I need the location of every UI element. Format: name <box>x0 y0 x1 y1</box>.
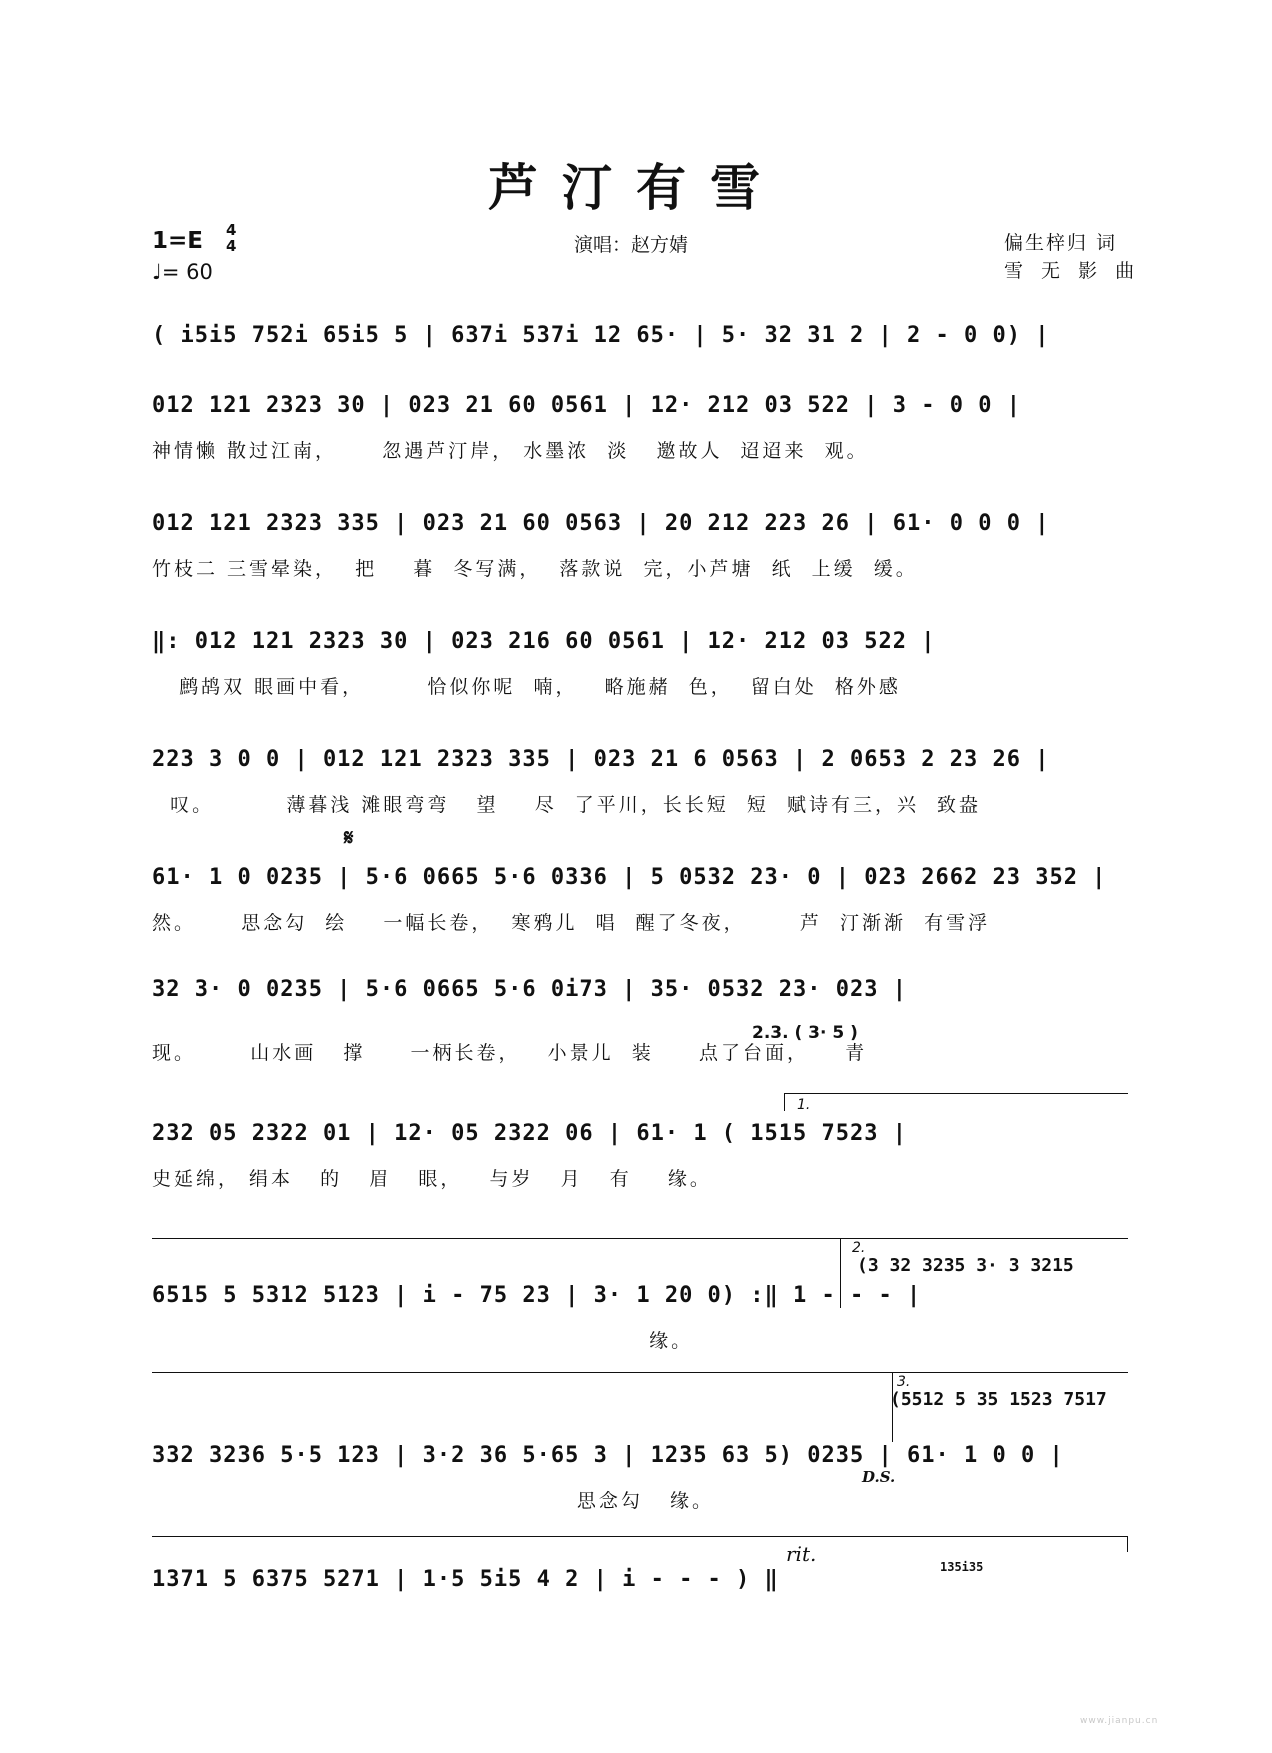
segno-sign: 𝄋 <box>344 826 354 851</box>
volta-1-bracket-edge <box>784 1093 785 1111</box>
volta-3-bracket <box>892 1372 1128 1373</box>
notation-line: 32 3· 0 0235 | 5·6 0665 5·6 0i73 | 35· 0532 23· 023 | <box>152 977 907 1002</box>
lyric-line: 史延绵， 绢本 的 眉 眼， 与岁 月 有 缘。 <box>152 1168 712 1190</box>
lyric-line: 神情懒 散过江南， 忽遇芦汀岸， 水墨浓 淡 邀故人 迢迢来 观。 <box>152 440 869 462</box>
lyric-line: 然。 思念勾 绘 一幅长卷， 寒鸦儿 唱 醒了冬夜， 芦 汀渐渐 有雪浮 <box>152 912 991 934</box>
staff-separator <box>152 1238 840 1239</box>
lyric-line: 鹧鸪双 眼画中看， 恰似你呢 喃， 略施赭 色， 留白处 格外感 <box>152 676 901 698</box>
composer-credit: 雪 无 影 曲 <box>1004 260 1141 282</box>
time-numerator: 4 <box>226 221 237 239</box>
notation-line: 332 3236 5·5 123 | 3·2 36 5·65 3 | 1235 63 5) 0235 | 61· 1 0 0 | <box>152 1443 1064 1468</box>
page-title: 芦汀有雪 <box>488 158 784 217</box>
volta-1-label: 1. <box>797 1097 811 1113</box>
lyricist-credit: 偏生梓归 词 <box>1004 232 1118 254</box>
rit-marking: rit. <box>786 1542 817 1566</box>
volta-1-bracket <box>784 1093 1128 1094</box>
volta-3-label: 3. <box>897 1374 911 1390</box>
notation-line: ( i5i5 752i 65i5 5 | 637i 537i 12 65· | 5· 32 31 2 | 2 - 0 0) | <box>152 323 1050 348</box>
key-signature: 1=E <box>152 228 203 254</box>
lyric-line: 缘。 <box>152 1330 694 1352</box>
notation-line: 61· 1 0 0235 | 5·6 0665 5·6 0336 | 5 0532 23· 0 | 023 2662 23 352 | <box>152 865 1107 890</box>
staff-separator <box>152 1536 1128 1537</box>
watermark: www.jianpu.cn <box>1080 1716 1159 1726</box>
staff-separator-edge <box>1127 1536 1128 1552</box>
ds-marking: D.S. <box>862 1468 896 1486</box>
notation-line: 6515 5 5312 5123 | i - 75 23 | 3· 1 20 0) :‖ 1 - - - | <box>152 1283 922 1308</box>
volta-2-bracket <box>840 1238 1128 1239</box>
notation-line: 223 3 0 0 | 012 121 2323 335 | 023 21 6 0563 | 2 0653 2 23 26 | <box>152 747 1050 772</box>
grace-notes: 135i35 <box>940 1560 984 1574</box>
notation-line: 012 121 2323 30 | 023 21 60 0561 | 12· 212 03 522 | 3 - 0 0 | <box>152 393 1021 418</box>
lyric-line: 思念勾 缘。 <box>152 1490 714 1512</box>
notation-line: 012 121 2323 335 | 023 21 60 0563 | 20 212 223 26 | 61· 0 0 0 | <box>152 511 1050 536</box>
notation-line: 232 05 2322 01 | 12· 05 2322 06 | 61· 1 ( 1515 7523 | <box>152 1121 907 1146</box>
volta-3-alt-phrase: (5512 5 35 1523 7517 <box>890 1389 1107 1410</box>
volta-2-label: 2. <box>852 1240 866 1256</box>
time-signature <box>226 222 236 254</box>
staff-separator <box>152 1372 892 1373</box>
lyric-line: 现。 山水画 撑 一柄长卷， 小景儿 装 点了台面， 青 <box>152 1042 868 1064</box>
time-denominator: 4 <box>226 237 237 255</box>
lyric-line: 叹。 薄暮浅 滩眼弯弯 望 尽 了平川，长长短 短 赋诗有三，兴 致盎 <box>152 794 982 816</box>
notation-line: ‖: 012 121 2323 30 | 023 216 60 0561 | 12· 212 03 522 | <box>152 629 936 654</box>
variant-note: 2.3. ( 3· 5 ) <box>752 1023 858 1043</box>
lyric-line: 竹枝二 三雪晕染， 把 暮 冬写满， 落款说 完，小芦塘 纸 上缓 缓。 <box>152 558 918 580</box>
tempo-marking: ♩= 60 <box>152 260 213 284</box>
notation-line: 1371 5 6375 5271 | 1·5 5i5 4 2 | i - - - ) ‖ <box>152 1567 779 1592</box>
singer-credit: 演唱：赵方婧 <box>574 234 689 256</box>
volta-2-alt-phrase: (3 32 3235 3· 3 3215 <box>857 1255 1074 1276</box>
